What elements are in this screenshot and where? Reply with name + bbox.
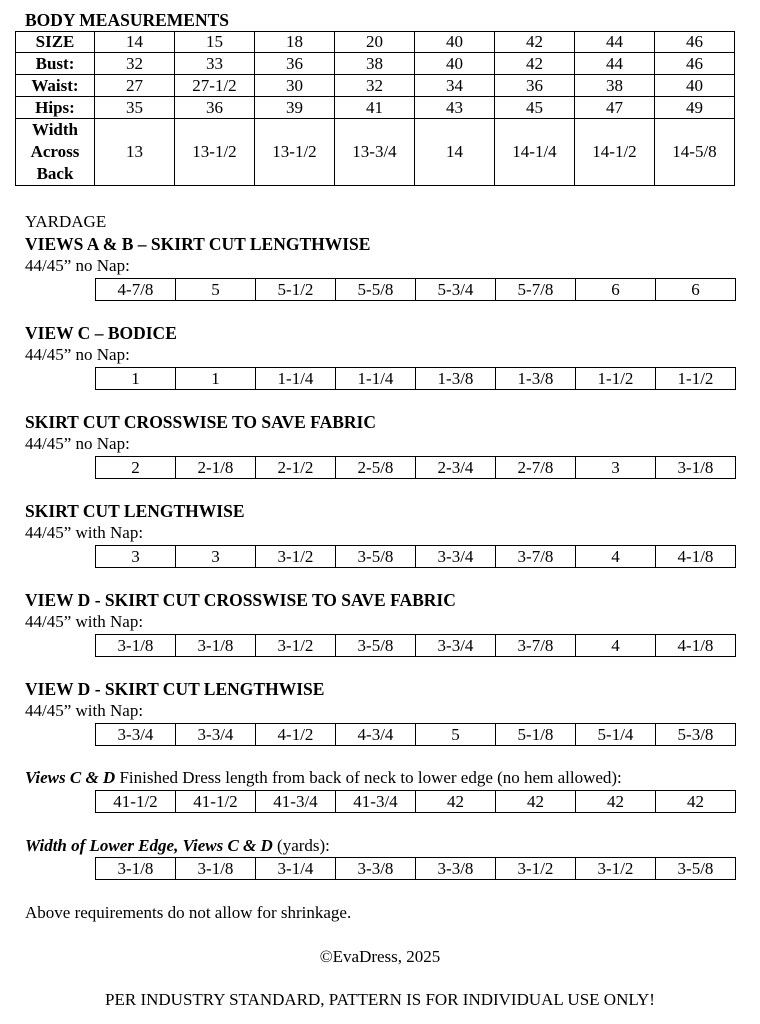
section-fabric-width: 44/45” no Nap: <box>25 256 130 275</box>
table-cell: 5-5/8 <box>336 279 416 301</box>
finished-length-label <box>25 768 622 788</box>
table-cell: 2-7/8 <box>496 457 576 479</box>
table-cell: 3-3/4 <box>176 724 256 746</box>
shrinkage-note: Above requirements do not allow for shrinkage. <box>25 903 352 922</box>
table-cell: 4-3/4 <box>336 724 416 746</box>
table-cell: 18 <box>255 32 335 53</box>
table-cell: 5-1/4 <box>576 724 656 746</box>
table-row <box>96 546 736 568</box>
table-cell: 3-1/8 <box>176 635 256 657</box>
section-fabric-width: 44/45” no Nap: <box>25 434 130 453</box>
row-label: Waist: <box>16 75 95 97</box>
table-cell: 4 <box>576 546 656 568</box>
table-cell: 41 <box>335 97 415 119</box>
table-cell: 42 <box>495 53 575 75</box>
table-cell: 47 <box>575 97 655 119</box>
table-row <box>96 457 736 479</box>
table-cell: 4-1/8 <box>656 635 736 657</box>
yardage-table <box>95 723 736 746</box>
table-cell: 1-1/4 <box>336 368 416 390</box>
table-cell: 40 <box>415 53 495 75</box>
table-cell: 1-1/2 <box>656 368 736 390</box>
table-cell: 1-1/4 <box>256 368 336 390</box>
table-cell: 3 <box>176 546 256 568</box>
table-cell: 42 <box>576 791 656 813</box>
table-cell: 14 <box>95 32 175 53</box>
table-cell: 4-1/2 <box>256 724 336 746</box>
table-cell: 15 <box>175 32 255 53</box>
table-row <box>96 858 736 880</box>
table-row <box>16 119 735 186</box>
row-label: Width Across Back <box>16 119 95 186</box>
table-cell: 2-1/8 <box>176 457 256 479</box>
table-cell: 3-5/8 <box>656 858 736 880</box>
table-cell: 42 <box>496 791 576 813</box>
table-cell: 13-1/2 <box>255 119 335 186</box>
table-cell: 14-1/2 <box>575 119 655 186</box>
lower-edge-label-rest: (yards): <box>272 836 330 855</box>
table-cell: 5-1/8 <box>496 724 576 746</box>
table-cell: 33 <box>175 53 255 75</box>
table-row <box>96 791 736 813</box>
table-cell: 3-1/2 <box>576 858 656 880</box>
yardage-table <box>95 367 736 390</box>
yardage-label: YARDAGE <box>25 212 107 231</box>
table-cell: 1 <box>176 368 256 390</box>
table-row <box>96 368 736 390</box>
table-cell: 46 <box>655 32 735 53</box>
table-cell: 36 <box>255 53 335 75</box>
table-cell: 39 <box>255 97 335 119</box>
table-cell: 3-3/4 <box>96 724 176 746</box>
table-cell: 5 <box>176 279 256 301</box>
section-fabric-width: 44/45” with Nap: <box>25 523 144 542</box>
table-cell: 32 <box>335 75 415 97</box>
table-cell: 3-7/8 <box>496 635 576 657</box>
table-cell: 3-1/8 <box>656 457 736 479</box>
table-cell: 40 <box>415 32 495 53</box>
table-cell: 49 <box>655 97 735 119</box>
table-cell: 5 <box>416 724 496 746</box>
table-row <box>96 724 736 746</box>
table-cell: 35 <box>95 97 175 119</box>
table-cell: 4-7/8 <box>96 279 176 301</box>
table-cell: 3-1/2 <box>256 635 336 657</box>
table-cell: 36 <box>175 97 255 119</box>
table-cell: 5-3/4 <box>416 279 496 301</box>
finished-length-table <box>95 790 736 813</box>
finished-length-label-rest: Finished Dress length from back of neck to lower edge (no hem allowed): <box>115 768 622 787</box>
table-cell: 3-1/8 <box>176 858 256 880</box>
table-cell: 3-1/8 <box>96 858 176 880</box>
row-label: SIZE <box>16 32 95 53</box>
section-title: VIEW D - SKIRT CUT CROSSWISE TO SAVE FABRIC <box>25 590 456 610</box>
table-cell: 2-1/2 <box>256 457 336 479</box>
table-cell: 3-5/8 <box>336 546 416 568</box>
finished-length-label-emph: Views C & D <box>25 768 116 787</box>
individual-use-notice: PER INDUSTRY STANDARD, PATTERN IS FOR INDIVIDUAL USE ONLY! <box>105 990 655 1009</box>
table-cell: 13-1/2 <box>175 119 255 186</box>
table-cell: 3-5/8 <box>336 635 416 657</box>
table-cell: 6 <box>576 279 656 301</box>
table-cell: 1 <box>96 368 176 390</box>
table-cell: 13 <box>95 119 175 186</box>
section-title: SKIRT CUT LENGTHWISE <box>25 501 245 521</box>
table-cell: 41-1/2 <box>176 791 256 813</box>
table-cell: 42 <box>416 791 496 813</box>
table-cell: 3 <box>96 546 176 568</box>
table-cell: 34 <box>415 75 495 97</box>
table-cell: 1-1/2 <box>576 368 656 390</box>
table-cell: 41-3/4 <box>336 791 416 813</box>
table-cell: 42 <box>495 32 575 53</box>
table-cell: 3-3/8 <box>336 858 416 880</box>
table-cell: 2-5/8 <box>336 457 416 479</box>
table-cell: 14-5/8 <box>655 119 735 186</box>
table-cell: 3-7/8 <box>496 546 576 568</box>
yardage-table <box>95 545 736 568</box>
table-cell: 3-1/2 <box>256 546 336 568</box>
yardage-table <box>95 634 736 657</box>
table-cell: 27-1/2 <box>175 75 255 97</box>
table-cell: 3-1/4 <box>256 858 336 880</box>
row-label: Hips: <box>16 97 95 119</box>
table-cell: 30 <box>255 75 335 97</box>
lower-edge-table <box>95 857 736 880</box>
table-cell: 41-3/4 <box>256 791 336 813</box>
table-cell: 42 <box>656 791 736 813</box>
yardage-table <box>95 456 736 479</box>
table-cell: 5-1/2 <box>256 279 336 301</box>
section-title: VIEW C – BODICE <box>25 323 177 343</box>
yardage-table <box>95 278 736 301</box>
table-cell: 13-3/4 <box>335 119 415 186</box>
table-row <box>16 32 735 53</box>
copyright: ©EvaDress, 2025 <box>319 947 441 966</box>
table-cell: 41-1/2 <box>96 791 176 813</box>
table-cell: 3-1/2 <box>496 858 576 880</box>
table-cell: 14 <box>415 119 495 186</box>
table-cell: 45 <box>495 97 575 119</box>
table-cell: 6 <box>656 279 736 301</box>
lower-edge-label <box>25 836 330 856</box>
table-cell: 46 <box>655 53 735 75</box>
table-row <box>16 97 735 119</box>
table-cell: 2-3/4 <box>416 457 496 479</box>
section-title: SKIRT CUT CROSSWISE TO SAVE FABRIC <box>25 412 376 432</box>
table-cell: 3-3/4 <box>416 546 496 568</box>
table-cell: 1-3/8 <box>496 368 576 390</box>
table-cell: 44 <box>575 32 655 53</box>
table-cell: 40 <box>655 75 735 97</box>
table-cell: 3-3/8 <box>416 858 496 880</box>
table-cell: 4 <box>576 635 656 657</box>
table-cell: 3 <box>576 457 656 479</box>
body-measurements-title: BODY MEASUREMENTS <box>25 10 230 30</box>
table-row <box>96 635 736 657</box>
table-row <box>16 53 735 75</box>
table-cell: 5-7/8 <box>496 279 576 301</box>
section-title: VIEWS A & B – SKIRT CUT LENGTHWISE <box>25 234 371 254</box>
body-measurements-table <box>15 31 735 186</box>
table-cell: 38 <box>575 75 655 97</box>
table-cell: 44 <box>575 53 655 75</box>
table-cell: 36 <box>495 75 575 97</box>
lower-edge-label-emph: Width of Lower Edge, Views C & D <box>25 836 273 855</box>
table-cell: 1-3/8 <box>416 368 496 390</box>
section-title: VIEW D - SKIRT CUT LENGTHWISE <box>25 679 325 699</box>
section-fabric-width: 44/45” with Nap: <box>25 612 144 631</box>
table-cell: 5-3/8 <box>656 724 736 746</box>
table-cell: 32 <box>95 53 175 75</box>
table-cell: 43 <box>415 97 495 119</box>
table-row <box>16 75 735 97</box>
section-fabric-width: 44/45” with Nap: <box>25 701 144 720</box>
table-cell: 2 <box>96 457 176 479</box>
table-row <box>96 279 736 301</box>
table-cell: 3-3/4 <box>416 635 496 657</box>
table-cell: 20 <box>335 32 415 53</box>
table-cell: 27 <box>95 75 175 97</box>
table-cell: 3-1/8 <box>96 635 176 657</box>
section-fabric-width: 44/45” no Nap: <box>25 345 130 364</box>
table-cell: 4-1/8 <box>656 546 736 568</box>
row-label: Bust: <box>16 53 95 75</box>
table-cell: 38 <box>335 53 415 75</box>
table-cell: 14-1/4 <box>495 119 575 186</box>
